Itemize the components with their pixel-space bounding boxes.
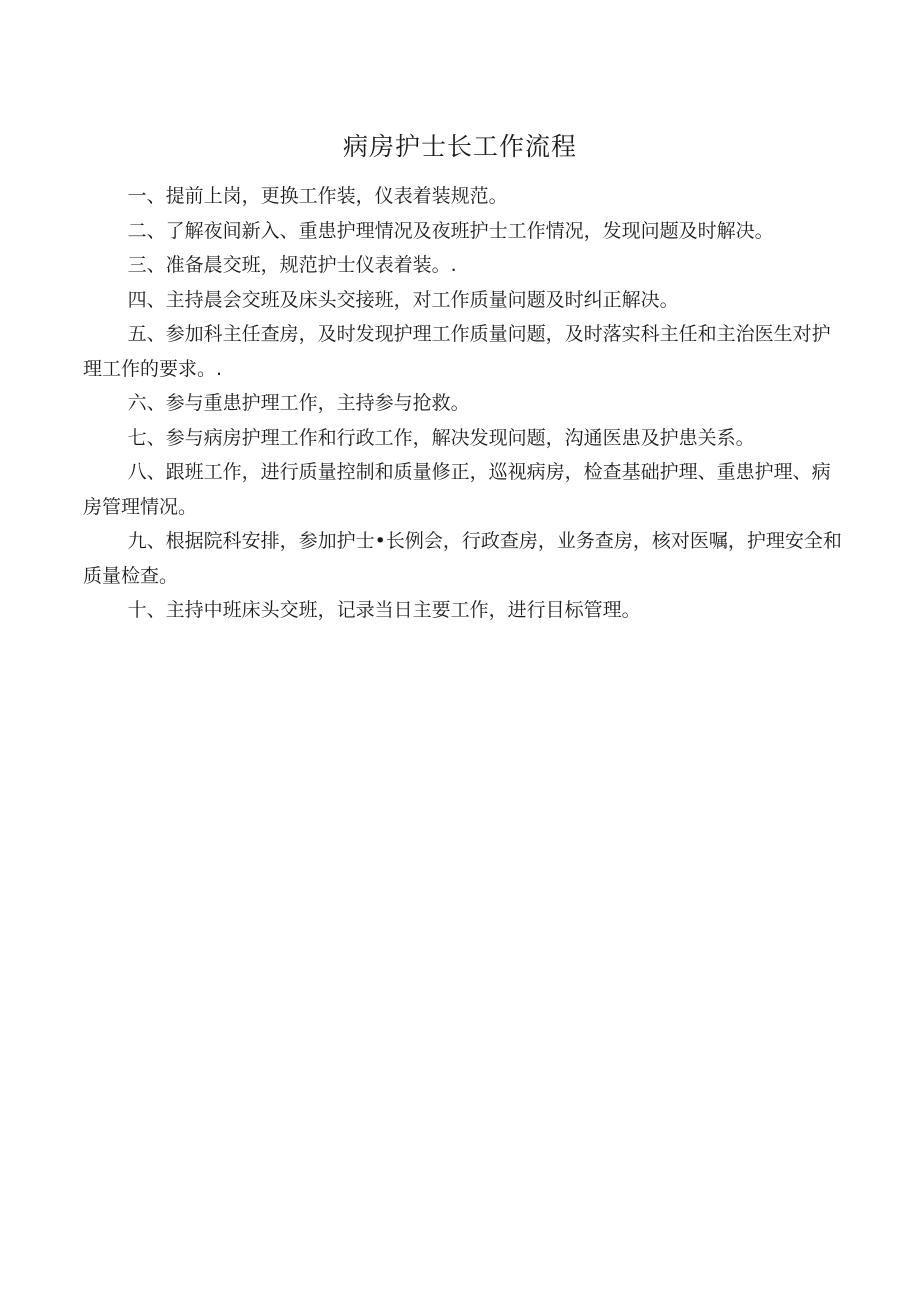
- document-body: [83, 179, 843, 628]
- paragraph-2: 二、了解夜间新入、重患护理情况及夜班护士工作情况，发现问题及时解决。: [127, 219, 774, 242]
- paragraph-10: 十、主持中班床头交班，记录当日主要工作，进行目标管理。: [127, 599, 641, 621]
- paragraph-7: 七、参与病房护理工作和行政工作，解决发现问题，沟通医患及护患关系。: [127, 426, 755, 449]
- paragraph-1: 一、提前上岗，更换工作装，仪表着装规范。: [127, 185, 508, 207]
- paragraph-9: 九、根据院科安排，参加护士•长例会，行政查房，业务查房，核对医嘱，护理安全和质量检查。: [83, 530, 842, 587]
- paragraph-6: 六、参与重患护理工作，主持参与抢救。: [127, 392, 470, 414]
- paragraph-4: 四、主持晨会交班及床头交接班，对工作质量问题及时纠正解决。: [127, 288, 679, 311]
- paragraph-3: 三、准备晨交班，规范护士仪表着装。.: [127, 254, 457, 276]
- document-title: 病房护士长工作流程: [342, 132, 577, 161]
- paragraph-5: 五、参加科主任查房，及时发现护理工作质量问题，及时落实科主任和主治医生对护理工作的要求。.: [83, 323, 831, 380]
- paragraph-8: 八、跟班工作，进行质量控制和质量修正，巡视病房，检查基础护理、重患护理、病房管理情况。: [83, 461, 831, 518]
